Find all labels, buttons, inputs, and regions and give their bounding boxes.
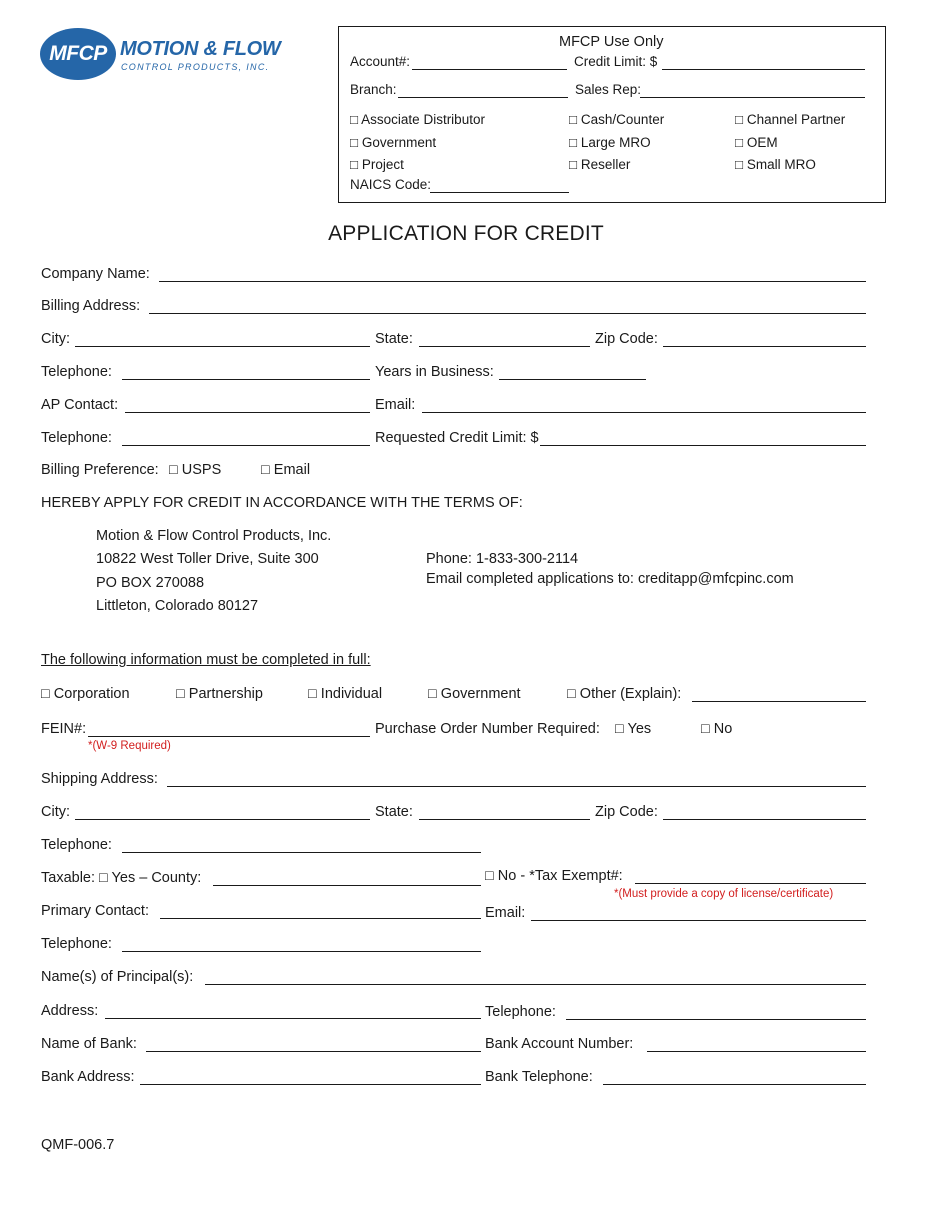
shipping-address-field[interactable] <box>167 786 866 787</box>
state-label: State: <box>375 331 413 347</box>
business-type-checkbox[interactable]: □ Corporation <box>41 686 130 702</box>
category-checkbox[interactable]: □ Small MRO <box>735 157 816 172</box>
sales-rep-label: Sales Rep: <box>575 82 642 97</box>
principal-address-field[interactable] <box>105 1018 481 1019</box>
company-info-city: Littleton, Colorado 80127 <box>96 598 259 614</box>
ship-telephone-label: Telephone: <box>41 837 112 853</box>
principal-telephone-field[interactable] <box>566 1019 866 1020</box>
category-checkbox[interactable]: □ Project <box>350 157 404 172</box>
bank-address-label: Bank Address: <box>41 1069 135 1085</box>
state-field[interactable] <box>419 346 590 347</box>
business-type-checkbox[interactable]: □ Partnership <box>176 686 263 702</box>
company-info-po-box: PO BOX 270088 <box>96 575 205 591</box>
internal-box-heading: MFCP Use Only <box>559 34 664 50</box>
zip-field[interactable] <box>663 346 866 347</box>
po-required-label: Purchase Order Number Required: <box>375 721 600 737</box>
bank-account-label: Bank Account Number: <box>485 1036 634 1052</box>
ship-state-label: State: <box>375 804 413 820</box>
years-label: Years in Business: <box>375 364 494 380</box>
telephone-label: Telephone: <box>41 364 112 380</box>
contact-telephone-field[interactable] <box>122 951 481 952</box>
hereby-statement: HEREBY APPLY FOR CREDIT IN ACCORDANCE WITH THE TERMS OF: <box>41 495 523 511</box>
bank-name-label: Name of Bank: <box>41 1036 137 1052</box>
taxable-label: Taxable: □ Yes – County: <box>41 870 202 886</box>
contact-email-field[interactable] <box>531 920 866 921</box>
email-label: Email: <box>375 397 416 413</box>
bank-account-field[interactable] <box>647 1051 866 1052</box>
category-checkbox[interactable]: □ Channel Partner <box>735 112 846 127</box>
shipping-address-label: Shipping Address: <box>41 771 158 787</box>
ap-contact-field[interactable] <box>125 412 370 413</box>
branch-field[interactable] <box>398 97 568 98</box>
account-label: Account#: <box>350 54 411 69</box>
po-no-checkbox[interactable]: □ No <box>701 721 733 737</box>
principals-field[interactable] <box>205 984 866 985</box>
primary-contact-label: Primary Contact: <box>41 903 149 919</box>
contact-telephone-label: Telephone: <box>41 936 112 952</box>
ship-zip-label: Zip Code: <box>595 804 658 820</box>
fein-field[interactable] <box>88 736 370 737</box>
primary-contact-field[interactable] <box>160 918 481 919</box>
sales-rep-field[interactable] <box>640 97 865 98</box>
company-name-label: Company Name: <box>41 266 150 282</box>
branch-label: Branch: <box>350 82 397 97</box>
telephone2-field[interactable] <box>122 445 370 446</box>
logo-tagline: CONTROL PRODUCTS, INC. <box>121 62 270 72</box>
city-field[interactable] <box>75 346 370 347</box>
business-type-checkbox[interactable]: □ Government <box>428 686 521 702</box>
po-yes-checkbox[interactable]: □ Yes <box>615 721 652 737</box>
principal-telephone-label: Telephone: <box>485 1004 556 1020</box>
category-checkbox[interactable]: □ Large MRO <box>569 135 651 150</box>
form-code: QMF-006.7 <box>41 1137 115 1153</box>
telephone2-label: Telephone: <box>41 430 112 446</box>
logo-name: MOTION & FLOW <box>120 38 281 60</box>
zip-label: Zip Code: <box>595 331 658 347</box>
billing-address-field[interactable] <box>149 313 866 314</box>
telephone-field[interactable] <box>122 379 370 380</box>
company-info-email: Email completed applications to: creditapp@mfcpinc.com <box>426 571 794 587</box>
page-title: APPLICATION FOR CREDIT <box>328 222 604 245</box>
contact-email-label: Email: <box>485 905 526 921</box>
email-pref-checkbox[interactable]: □ Email <box>261 462 311 478</box>
naics-field[interactable] <box>430 192 569 193</box>
company-name-field[interactable] <box>159 281 866 282</box>
credit-limit-label: Credit Limit: $ <box>574 54 658 69</box>
bank-telephone-field[interactable] <box>603 1084 866 1085</box>
requested-limit-label: Requested Credit Limit: $ <box>375 430 539 446</box>
bank-address-field[interactable] <box>140 1084 481 1085</box>
category-checkbox[interactable]: □ OEM <box>735 135 778 150</box>
ship-telephone-field[interactable] <box>122 852 481 853</box>
years-field[interactable] <box>499 379 646 380</box>
billing-address-label: Billing Address: <box>41 298 141 314</box>
billing-pref-label: Billing Preference: <box>41 462 159 478</box>
bank-telephone-label: Bank Telephone: <box>485 1069 593 1085</box>
principals-label: Name(s) of Principal(s): <box>41 969 194 985</box>
principal-address-label: Address: <box>41 1003 99 1019</box>
naics-label: NAICS Code: <box>350 177 432 192</box>
company-info-street: 10822 West Toller Drive, Suite 300 <box>96 551 319 567</box>
category-checkbox[interactable]: □ Government <box>350 135 437 150</box>
business-type-checkbox[interactable]: □ Individual <box>308 686 383 702</box>
ship-city-label: City: <box>41 804 70 820</box>
fein-label: FEIN#: <box>41 721 87 737</box>
other-explain-field[interactable] <box>692 701 866 702</box>
ship-city-field[interactable] <box>75 819 370 820</box>
category-checkbox[interactable]: □ Reseller <box>569 157 631 172</box>
category-checkbox[interactable]: □ Associate Distributor <box>350 112 485 127</box>
usps-checkbox[interactable]: □ USPS <box>169 462 222 478</box>
w9-note: *(W-9 Required) <box>88 740 171 752</box>
tax-exempt-note: *(Must provide a copy of license/certificate) <box>614 888 834 900</box>
account-field[interactable] <box>412 69 567 70</box>
credit-limit-field[interactable] <box>662 69 865 70</box>
ship-zip-field[interactable] <box>663 819 866 820</box>
tax-exempt-field[interactable] <box>635 883 866 884</box>
section2-heading: The following information must be completed in full: <box>41 652 371 668</box>
tax-exempt-label: □ No - *Tax Exempt#: <box>485 868 623 884</box>
bank-name-field[interactable] <box>146 1051 481 1052</box>
email-field[interactable] <box>422 412 866 413</box>
category-checkbox[interactable]: □ Cash/Counter <box>569 112 665 127</box>
company-info-name: Motion & Flow Control Products, Inc. <box>96 528 332 544</box>
ap-contact-label: AP Contact: <box>41 397 119 413</box>
ship-state-field[interactable] <box>419 819 590 820</box>
county-field[interactable] <box>213 885 481 886</box>
other-checkbox[interactable]: □ Other (Explain): <box>567 686 682 702</box>
logo-mark-text: MFCP <box>49 42 107 65</box>
requested-limit-field[interactable] <box>540 445 866 446</box>
company-info-phone: Phone: 1-833-300-2114 <box>426 551 579 567</box>
city-label: City: <box>41 331 70 347</box>
